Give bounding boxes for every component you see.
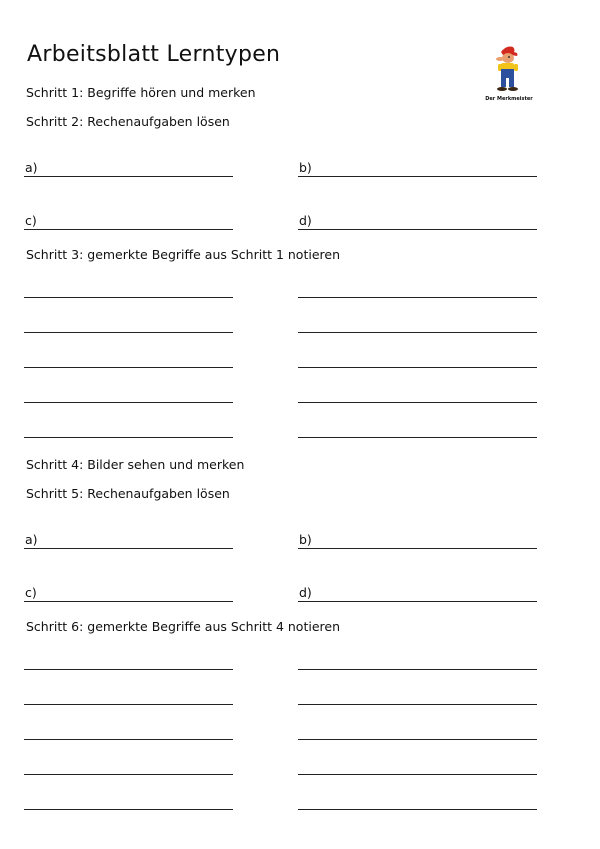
writing-line[interactable] — [298, 774, 537, 775]
page-title: Arbeitsblatt Lerntypen — [27, 42, 281, 67]
writing-line[interactable] — [24, 367, 233, 368]
answer-field-b[interactable] — [298, 528, 537, 549]
writing-line[interactable] — [298, 402, 537, 403]
answer-field-b[interactable] — [298, 156, 537, 177]
mascot-figure-icon — [479, 44, 539, 96]
field-label-d: d) — [299, 585, 312, 600]
step-4: Schritt 4: Bilder sehen und merken — [26, 457, 245, 472]
step-6: Schritt 6: gemerkte Begriffe aus Schritt 4 notieren — [26, 619, 341, 634]
writing-line[interactable] — [24, 669, 233, 670]
writing-line[interactable] — [298, 332, 537, 333]
mascot-logo — [479, 44, 539, 104]
field-label-b: b) — [299, 532, 312, 547]
writing-line[interactable] — [24, 402, 233, 403]
writing-line[interactable] — [24, 704, 233, 705]
field-label-d: d) — [299, 213, 312, 228]
writing-line[interactable] — [298, 669, 537, 670]
answer-field-c[interactable] — [24, 581, 233, 602]
writing-line[interactable] — [24, 297, 233, 298]
writing-line[interactable] — [298, 739, 537, 740]
answer-field-a[interactable] — [24, 156, 233, 177]
writing-line[interactable] — [298, 367, 537, 368]
writing-line[interactable] — [24, 809, 233, 810]
writing-line[interactable] — [24, 332, 233, 333]
answer-field-d[interactable] — [298, 581, 537, 602]
answer-field-a[interactable] — [24, 528, 233, 549]
step-2: Schritt 2: Rechenaufgaben lösen — [26, 114, 230, 129]
logo-caption: Der Merkmeister — [485, 96, 533, 102]
answer-field-c[interactable] — [24, 209, 233, 230]
writing-line[interactable] — [24, 739, 233, 740]
step-5: Schritt 5: Rechenaufgaben lösen — [26, 486, 230, 501]
writing-line[interactable] — [298, 809, 537, 810]
field-label-c: c) — [25, 213, 37, 228]
step-3: Schritt 3: gemerkte Begriffe aus Schritt 1 notieren — [26, 247, 341, 262]
answer-field-d[interactable] — [298, 209, 537, 230]
step-1: Schritt 1: Begriffe hören und merken — [26, 85, 256, 100]
writing-line[interactable] — [24, 774, 233, 775]
field-label-c: c) — [25, 585, 37, 600]
field-label-b: b) — [299, 160, 312, 175]
field-label-a: a) — [25, 532, 38, 547]
writing-line[interactable] — [298, 704, 537, 705]
writing-line[interactable] — [24, 437, 233, 438]
field-label-a: a) — [25, 160, 38, 175]
writing-line[interactable] — [298, 297, 537, 298]
writing-line[interactable] — [298, 437, 537, 438]
